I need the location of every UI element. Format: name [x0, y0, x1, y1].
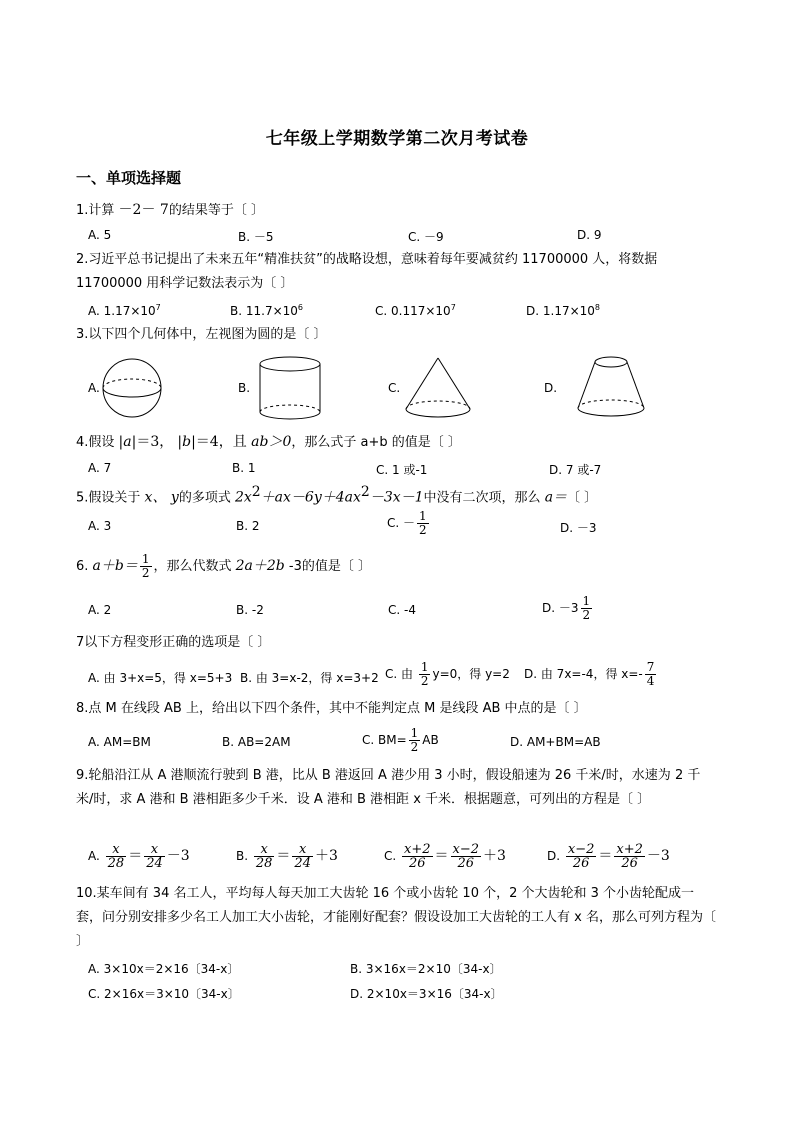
q7-option-b: B. 由 3=x-2，得 x=3+2 [240, 671, 379, 685]
q1-option-c: C. －9 [408, 230, 444, 244]
question-1: 1.计算 －2－ 7的结果等于〔 〕 [76, 202, 264, 218]
q9-option-c: C. $\frac{x+2}{26}$ ＝ $\frac{x-2}{26}$ ＋3 [384, 842, 506, 871]
q6-fraction: $\frac{1}{2}$ [141, 552, 150, 580]
q8-option-d: D. AM+BM=AB [510, 735, 601, 749]
q2-option-c: C. $0.117\times 10^7$ [375, 303, 456, 318]
page-title: 七年级上学期数学第二次月考试卷 [265, 129, 529, 149]
question-6: 6. a＋b＝ $\frac{1}{2}$ ，那么代数式 2a＋2b -3的值是〔 〕 [76, 552, 371, 580]
q10-option-b: B. 3×16x＝2×10〔34-x〕 [350, 962, 502, 976]
q4-option-c: C. 1 或-1 [376, 463, 428, 477]
q6-option-b: B. -2 [236, 603, 264, 617]
q3-option-d: D. [544, 381, 558, 395]
q7-option-d-fraction: $\frac{7}{4}$ [646, 660, 655, 688]
q5-option-b: B. 2 [236, 519, 260, 533]
q8-option-c: C. BM= $\frac{1}{2}$ AB [362, 726, 439, 754]
q4-option-d: D. 7 或-7 [549, 463, 602, 477]
q4-option-a: A. 7 [88, 461, 112, 475]
q6-option-c: C. -4 [388, 603, 416, 617]
sphere-figure [100, 356, 164, 420]
q7-option-d: D. 由 7x=-4，得 x=- $\frac{7}{4}$ [524, 660, 655, 688]
q8-option-a: A. AM=BM [88, 735, 151, 749]
frustum-figure [574, 352, 648, 424]
q3-option-b: B. [238, 381, 251, 395]
q5-option-a: A. 3 [88, 519, 112, 533]
q10-option-c: C. 2×16x＝3×10〔34-x〕 [88, 987, 240, 1001]
q8-option-c-fraction: $\frac{1}{2}$ [410, 726, 419, 754]
q4-option-b: B. 1 [232, 461, 256, 475]
question-4: 4.假设 |a|＝3， |b|＝4，且 ab＞0，那么式子 a+b 的值是〔 〕 [76, 434, 461, 450]
q6-option-d: D. －3 $\frac{1}{2}$ [542, 594, 591, 622]
q7-option-c: C. 由 $\frac{1}{2}$ y=0，得 y=2 [385, 660, 510, 688]
q3-option-a: A. [88, 381, 100, 395]
q9-option-d: D. $\frac{x-2}{26}$ ＝ $\frac{x+2}{26}$ －3 [547, 842, 670, 871]
q1-option-d: D. 9 [577, 228, 602, 242]
section-title: 一、单项选择题 [76, 169, 182, 187]
q5-option-d: D. －3 [560, 521, 597, 535]
q7-option-c-fraction: $\frac{1}{2}$ [420, 660, 429, 688]
question-2-line-1: 2.习近平总书记提出了未来五年“精准扶贫”的战略设想，意味着每年要减贫约 11700000 人，将数据 [76, 252, 658, 267]
question-7: 7以下方程变形正确的选项是〔 〕 [76, 635, 271, 650]
q3-option-c: C. [388, 381, 401, 395]
question-3: 3.以下四个几何体中，左视图为圆的是〔 〕 [76, 327, 327, 342]
q6-option-a: A. 2 [88, 603, 112, 617]
q6-option-d-fraction: $\frac{1}{2}$ [582, 594, 591, 622]
q8-option-b: B. AB=2AM [222, 735, 291, 749]
cylinder-figure [255, 354, 325, 424]
question-9: 9.轮船沿江从 A 港顺流行驶到 B 港，比从 B 港返回 A 港少用 3 小时，假设船速为 26 千米/时，水速为 2 千米/时，求 A 港和 B 港相距多少千米．设 A 港和 B 港相距 x 千米．根据题意，可列出的方程是〔 〕 [76, 768, 701, 807]
q1-option-b: B. －5 [238, 230, 274, 244]
q7-option-a: A. 由 3+x=5，得 x=5+3 [88, 671, 233, 685]
question-10: 10.某车间有 34 名工人，平均每人每天加工大齿轮 16 个或小齿轮 10 个，2 个大齿轮和 3 个小齿轮配成一套，问分别安排多少名工人加工大小齿轮，才能刚好配套？假设设加工大齿轮的工人有 x 名，那么可列方程为〔 〕 [76, 886, 716, 949]
q5-option-c-fraction: $\frac{1}{2}$ [419, 509, 427, 537]
q10-option-a: A. 3×10x＝2×16〔34-x〕 [88, 962, 240, 976]
q1-option-a: A. 5 [88, 228, 112, 242]
q2-option-b: B. $11.7\times 10^6$ [230, 303, 303, 318]
question-8: 8.点 M 在线段 AB 上，给出以下四个条件，其中不能判定点 M 是线段 AB 中点的是〔 〕 [76, 701, 587, 716]
q9-option-a: A. $\frac{x}{28}$ ＝ $\frac{x}{24}$ －3 [88, 842, 190, 871]
cone-figure [402, 354, 474, 424]
question-2-line-2: 11700000 用科学记数法表示为〔 〕 [76, 276, 294, 291]
q5-option-c: C. － $\frac{1}{2}$ [387, 509, 427, 537]
q2-option-a: A. $1.17\times 10^7$ [88, 303, 161, 318]
q9-option-b: B. $\frac{x}{28}$ ＝ $\frac{x}{24}$ ＋3 [236, 842, 338, 871]
question-5: 5.假设关于 x、 y的多项式 $2x^2+ax-6y+4ax^2-3x-1$中没有二次项，那么 a＝〔 〕 [76, 484, 598, 506]
q2-option-d: D. $1.17\times 10^8$ [526, 303, 601, 318]
q10-option-d: D. 2×10x＝3×16〔34-x〕 [350, 987, 503, 1001]
